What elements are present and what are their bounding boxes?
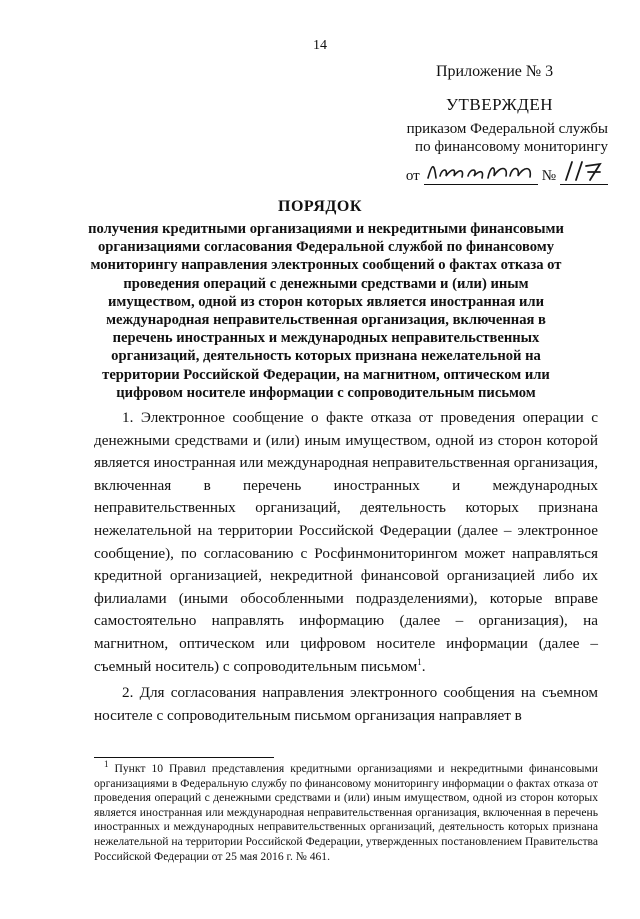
- paragraph-2: 2. Для согласования направления электронного сообщения на съемном носителе с сопроводительным письмом организация направляет в: [94, 684, 598, 724]
- from-label: от: [405, 168, 420, 184]
- order-date-number-line: [386, 160, 608, 185]
- approval-title: УТВЕРЖДЕН: [446, 95, 553, 114]
- approval-line-1: приказом Федеральной службы: [406, 121, 608, 137]
- page-number: 14: [313, 38, 327, 53]
- paragraph-1-end: .: [421, 657, 426, 675]
- document-title: ПОРЯДОК: [278, 198, 362, 215]
- document-subtitle: получения кредитными организациями и некредитными финансовыми организациями согласования Федеральной службой по финансовому мониторингу направления электронных сообщений о фактах отказа от проведения операций с денежными средствами и (или) иным имуществом, одной из сторон которых является иностранная или международная неправительственная организация, включенная в перечень иностранных и международных неправительственных организаций, деятельность которых признана нежелательной на территории Российской Федерации, на магнитном, оптическом или цифровом носителе информации с сопроводительным письмом: [88, 221, 564, 401]
- approval-block: [386, 96, 608, 185]
- paragraph-1-text: 1. Электронное сообщение о факте отказа от проведения операции с денежными средствами и (или) иным имуществом, одной из сторон которой является иностранная или международная неправительственная организация, включенная в перечень иностранных и международных неправительственных организаций, деятельность которых признана нежелательной на территории Российской Федерации (далее – электронное сообщение), по согласованию с Росфинмониторингом может направляться кредитной организацией, некредитной финансовой организацией либо их филиалами (иными обособленными подразделениями), которые вправе самостоятельно направлять информацию (далее – организация), на магнитном, оптическом или цифровом носителе информации (далее – съемный носитель) с сопроводительным письмом: [94, 409, 598, 675]
- footnote-reference: 1: [417, 656, 422, 667]
- handwritten-date-scribble: [424, 158, 538, 184]
- footnote-text: Пункт 10 Правил представления кредитными организациями и некредитными финансовыми организациями в Федеральную службу по финансовому мониторингу информации о фактах отказа от проведения операций с денежными средствами и (или) иным имуществом, одной из сторон которых является иностранная или международная неправительственная организация, включенная в перечень иностранных и международных неправительственных организаций, деятельность которых признана нежелательной на территории Российской Федерации, утвержденных постановлением Правительства Российской Федерации от 25 мая 2016 г. № 461.: [94, 762, 598, 863]
- handwritten-number: [560, 160, 608, 185]
- number-label: №: [541, 168, 556, 184]
- paragraph-1: [94, 407, 598, 678]
- approval-line-2: по финансовому мониторингу: [415, 139, 608, 155]
- footnote-mark: 1: [104, 759, 109, 770]
- footnote: [94, 759, 598, 864]
- footnote-divider: [94, 757, 274, 758]
- handwritten-number-scribble: [560, 158, 608, 184]
- document-body: [94, 407, 598, 727]
- handwritten-date: [424, 160, 538, 185]
- appendix-label: Приложение № 3: [436, 63, 554, 80]
